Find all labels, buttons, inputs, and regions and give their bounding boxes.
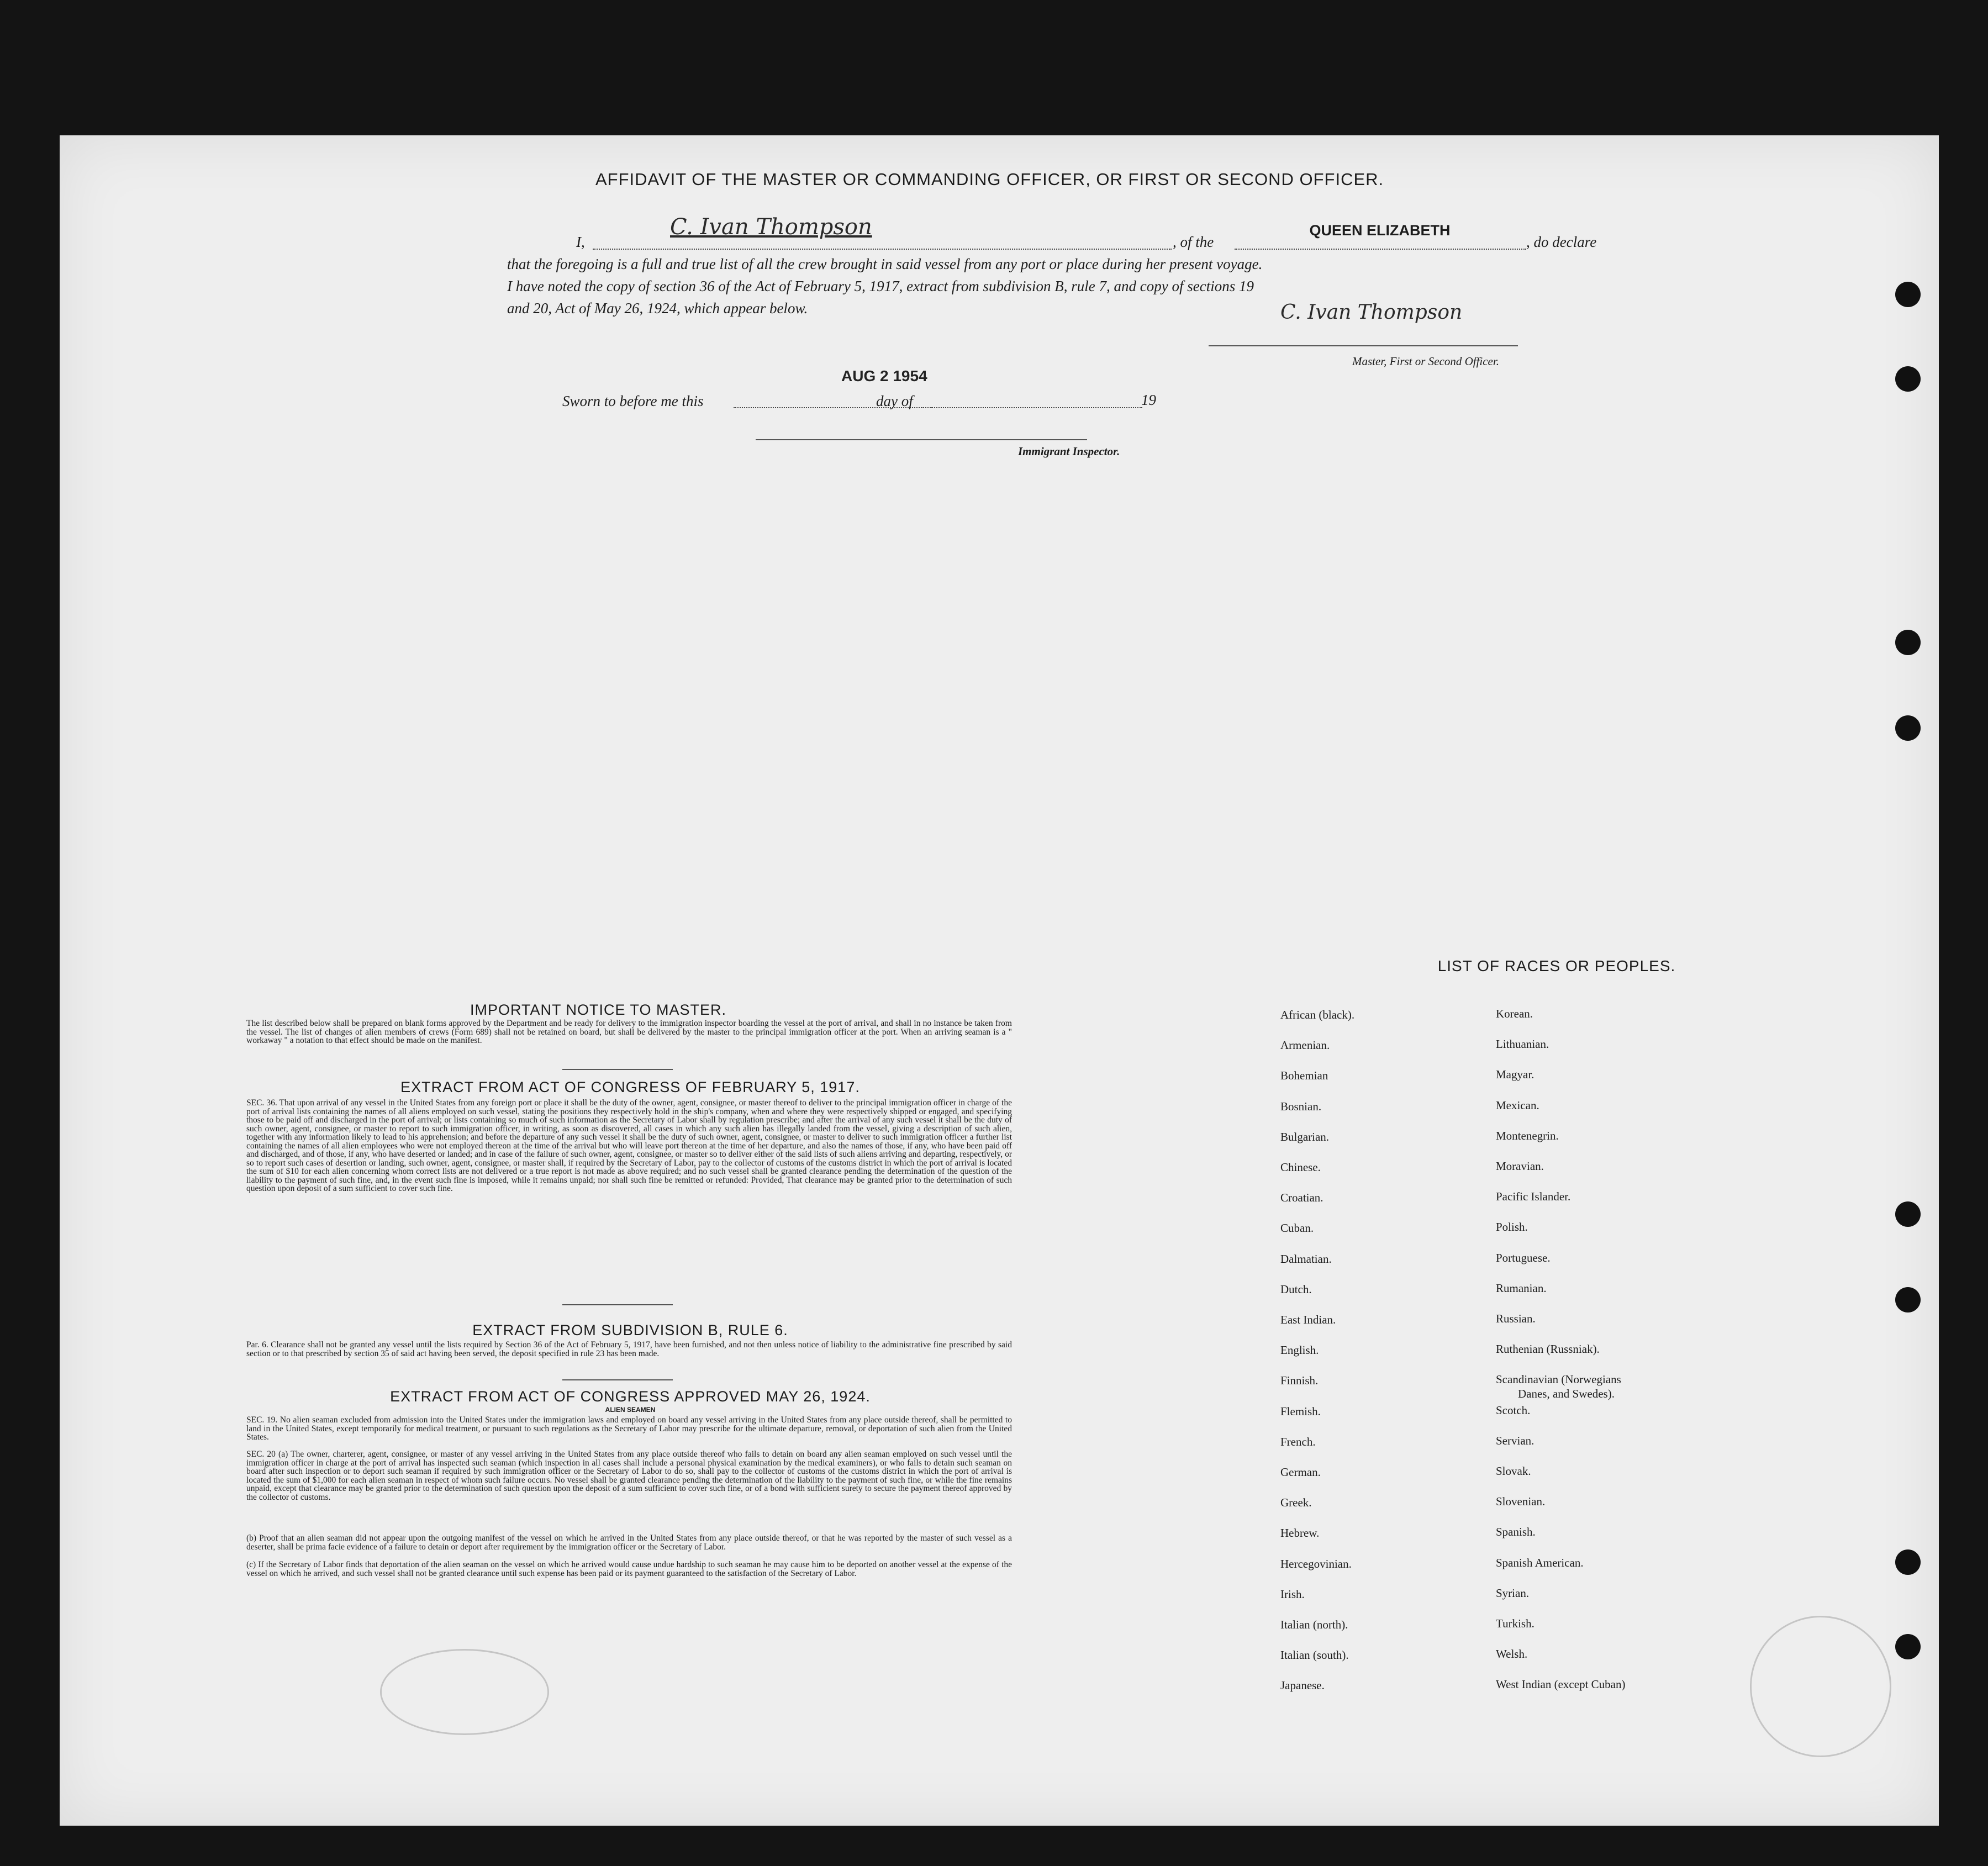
race-right-item: Portuguese. — [1496, 1251, 1551, 1264]
affidavit-title: AFFIDAVIT OF THE MASTER OR COMMANDING OFFICER, OR FIRST OR SECOND OFFICER. — [595, 170, 1384, 189]
sec-19-body: SEC. 19. No alien seaman excluded from admission into the United States under the immigration laws and employed on board any vessel arriving in the United States from any place outside thereof, shall be permitted to land in the United States, except temporarily for medical treatment, or pursuant to such regulations as the Secretary of Labor may prescribe for the ultimate departure, removal, or deportation of such alien from the United States. — [246, 1415, 1012, 1442]
race-right-item: West Indian (except Cuban) — [1496, 1678, 1626, 1691]
sworn-month-line — [921, 407, 1142, 408]
race-left-item: Italian (south). — [1280, 1648, 1349, 1662]
race-left-item: Irish. — [1280, 1587, 1305, 1601]
race-right-item: Slovenian. — [1496, 1495, 1546, 1509]
date-stamp: AUG 2 1954 — [841, 367, 927, 384]
race-left-item: Croatian. — [1280, 1191, 1323, 1205]
race-left-item: Greek. — [1280, 1496, 1312, 1510]
race-right-item: Korean. — [1496, 1007, 1533, 1020]
divider-2 — [562, 1304, 673, 1305]
race-right-item: Turkish. — [1496, 1617, 1534, 1630]
officer-signature-line — [1209, 345, 1518, 346]
race-right-item: Russian. — [1496, 1312, 1536, 1325]
inspector-signature-line — [756, 439, 1087, 440]
race-left-item: Cuban. — [1280, 1221, 1314, 1235]
officer-caption: Master, First or Second Officer. — [1352, 355, 1499, 368]
vessel-name: QUEEN ELIZABETH — [1309, 222, 1451, 239]
divider-1 — [562, 1069, 673, 1070]
race-left-item: Hercegovinian. — [1280, 1557, 1352, 1570]
race-left-item: Dutch. — [1280, 1282, 1312, 1296]
race-left-item: Bohemian — [1280, 1069, 1328, 1083]
affidavit-line-1: that the foregoing is a full and true list of all the crew brought in said vessel from any port or place during her present voyage. — [507, 256, 1263, 272]
race-right-item: Montenegrin. — [1496, 1129, 1559, 1142]
alien-seamen-subtitle: ALIEN SEAMEN — [605, 1406, 656, 1414]
race-left-item: Italian (north). — [1280, 1618, 1348, 1631]
binder-hole — [1895, 282, 1921, 307]
name-line — [593, 249, 1172, 250]
race-left-item: Finnish. — [1280, 1374, 1319, 1388]
race-right-item: Ruthenian (Russniak). — [1496, 1342, 1600, 1356]
race-right-item: Scotch. — [1496, 1403, 1531, 1417]
race-right-item: Spanish. — [1496, 1525, 1536, 1539]
race-right-item: Danes, and Swedes). — [1518, 1387, 1615, 1400]
day-of-label: day of — [876, 393, 913, 409]
race-right-item: Syrian. — [1496, 1586, 1530, 1600]
race-left-item: Japanese. — [1280, 1679, 1325, 1693]
extract-1924-title: EXTRACT FROM ACT OF CONGRESS APPROVED MAY 26, 1924. — [390, 1388, 871, 1405]
faint-seal-left — [380, 1649, 549, 1735]
race-right-item: Mexican. — [1496, 1098, 1539, 1112]
race-left-item: East Indian. — [1280, 1313, 1336, 1326]
affidavit-line-3: and 20, Act of May 26, 1924, which appear below. — [507, 300, 808, 317]
race-right-item: Lithuanian. — [1496, 1037, 1549, 1051]
binder-hole — [1895, 630, 1921, 655]
binder-hole — [1895, 1634, 1921, 1659]
race-right-item: Rumanian. — [1496, 1281, 1547, 1295]
divider-3 — [562, 1379, 673, 1380]
race-left-item: Chinese. — [1280, 1161, 1321, 1174]
race-left-item: German. — [1280, 1466, 1321, 1479]
officer-signature-handwritten: C. Ivan Thompson — [1280, 301, 1463, 324]
race-right-item: Servian. — [1496, 1433, 1534, 1447]
race-left-item: Dalmatian. — [1280, 1252, 1332, 1266]
master-name-handwritten: C. Ivan Thompson — [670, 214, 872, 240]
rule-6-body: Par. 6. Clearance shall not be granted any vessel until the lists required by Section 36 of the Act of February 5, 1917, have been furnished, and not then unless notice of liability to the administrative fine prescribed by said section or to that prescribed by section 35 of said act having been served, the deposit specified in rule 23 has been made. — [246, 1340, 1012, 1358]
race-left-item: French. — [1280, 1435, 1316, 1448]
notice-title: IMPORTANT NOTICE TO MASTER. — [470, 1001, 727, 1018]
race-left-item: African (black). — [1280, 1008, 1355, 1021]
binder-hole — [1895, 1549, 1921, 1575]
year-prefix: 19 — [1141, 392, 1156, 408]
binder-hole — [1895, 1287, 1921, 1312]
sec-20b-body: (b) Proof that an alien seaman did not appear upon the outgoing manifest of the vessel on which he arrived in the United States from any place outside thereof, or that he was reported by the master of such vessel as a deserter, shall be prima facie evidence of a failure to detain or deport after requirement by the immigration officer or the Secretary of Labor. — [246, 1533, 1012, 1552]
race-right-item: Spanish American. — [1496, 1556, 1584, 1569]
race-right-item: Scandinavian (Norwegians — [1496, 1373, 1621, 1387]
race-left-item: Armenian. — [1280, 1039, 1330, 1052]
faint-seal-right — [1750, 1616, 1891, 1757]
rule-6-title: EXTRACT FROM SUBDIVISION B, RULE 6. — [472, 1322, 788, 1338]
extract-1917-title: EXTRACT FROM ACT OF CONGRESS OF FEBRUARY 5, 1917. — [400, 1079, 860, 1095]
race-right-item: Slovak. — [1496, 1464, 1531, 1478]
race-right-item: Pacific Islander. — [1496, 1190, 1571, 1204]
document-page — [60, 135, 1939, 1826]
binder-hole — [1895, 1201, 1921, 1227]
race-left-item: English. — [1280, 1343, 1319, 1357]
race-left-item: Bosnian. — [1280, 1099, 1322, 1113]
binder-hole — [1895, 715, 1921, 741]
affidavit-line-2: I have noted the copy of section 36 of the Act of February 5, 1917, extract from subdivision B, rule 7, and copy of sections 19 — [507, 278, 1254, 294]
race-right-item: Polish. — [1496, 1220, 1528, 1234]
binder-hole — [1895, 366, 1921, 392]
sec-20a-body: SEC. 20 (a) The owner, charterer, agent, consignee, or master of any vessel arriving in the United States from any place outside thereof who fails to detain on board any alien seaman employed on such vessel until the immigration officer in charge at the port of arrival has inspected such seaman (which inspection in all cases shall include a personal physical examination by the medical examiners), or who fails to detain such seaman on board after such inspection or to deport such seaman if required by such immigration officer or the Secretary of Labor to do so, shall pay to the collector of customs of the customs district in which the port of arrival is located the sum of $1,000 for each alien seaman in respect of whom such failure occurs. No vessel shall be granted clearance pending the determination of the liability to the payment of such fine, or while the fine remains unpaid, except that clearance may be granted prior to the determination of such question upon the deposit of a sum sufficient to cover such fine, or of a bond with sufficient surety to secure the payment thereof approved by the collector of customs. — [246, 1449, 1012, 1502]
sec-20c-body: (c) If the Secretary of Labor finds that deportation of the alien seaman on the vessel on which he arrived would cause undue hardship to such seaman he may cause him to be deported on another vessel at the expense of the vessel on which he arrived, and such vessel shall not be granted clearance until such expense has been paid or its payment guaranteed to the satisfaction of the Secretary of Labor. — [246, 1560, 1012, 1578]
vessel-line — [1235, 249, 1526, 250]
do-declare-label: , do declare — [1526, 234, 1597, 250]
race-right-item: Moravian. — [1496, 1159, 1544, 1173]
sworn-label: Sworn to before me this — [562, 393, 704, 409]
notice-body: The list described below shall be prepared on blank forms approved by the Department and be ready for delivery to the immigration inspector boarding the vessel at the port of arrival, and shall in no instance be taken from the vessel. The list of changes of alien members of crews (Form 689) shall not be retained on board, but shall be delivered by the master to the principal immigration officer at the port. When an arriving seaman is a " workaway " a notation to that effect should be made on the manifest. — [246, 1019, 1012, 1045]
race-left-item: Bulgarian. — [1280, 1130, 1330, 1143]
inspector-caption: Immigrant Inspector. — [1018, 445, 1120, 458]
extract-1917-body: SEC. 36. That upon arrival of any vessel in the United States from any foreign port or place it shall be the duty of the owner, agent, consignee, or master thereof to deliver to the principal immigration officer in charge of the port of arrival lists containing the names of all aliens employed on such vessel, stating the positions they respectively hold in the ship's company, when and where they were respectively shipped or engaged, and specifying those to be paid off and discharged in the port of arrival; or lists containing so much of such information as the Secretary of Labor shall by regulation prescribe; and after the arrival of any such vessel it shall be the duty of such owner, agent, consignee, or master to report to such immigration officer, in writing, as soon as discovered, all cases in which any such alien has illegally landed from the vessel, giving a description of such alien, together with any information likely to lead to his apprehension; and before the departure of any such vessel it shall be the duty of such owner, agent, consignee, or master to deliver to such immigration officer a further list containing the names of all alien employees who were not employed thereon at the time of the arrival but who will leave port thereon at the time of her departure, and also the names of those, if any, who have been paid off and discharged, and of those, if any, who have deserted or landed; and in case of the failure of such owner, agent, consignee, or master so to deliver either of the said lists of such aliens arriving and departing, respectively, or so to report such cases of desertion or landing, such owner, agent, consignee, or master shall, if required by the Secretary of Labor, pay to the collector of customs of the customs district in which the port of arrival is located the sum of $10 for each alien concerning whom correct lists are not delivered or a true report is not made as above required; and no such vessel shall be granted clearance pending the determination of the question of the liability to the payment of such fine, and, in the event such fine is imposed, while it remains unpaid; nor shall such fine be remitted or refunded: Provided, That clearance may be granted prior to the determination of such question upon deposit of a sum sufficient to cover such fine. — [246, 1098, 1012, 1193]
race-left-item: Flemish. — [1280, 1404, 1321, 1418]
race-right-item: Welsh. — [1496, 1647, 1528, 1661]
races-title: LIST OF RACES OR PEOPLES. — [1437, 957, 1676, 974]
race-left-item: Hebrew. — [1280, 1526, 1320, 1540]
race-right-item: Magyar. — [1496, 1068, 1534, 1082]
affidavit-i-label: I, — [576, 234, 585, 250]
of-the-label: , of the — [1173, 234, 1214, 250]
